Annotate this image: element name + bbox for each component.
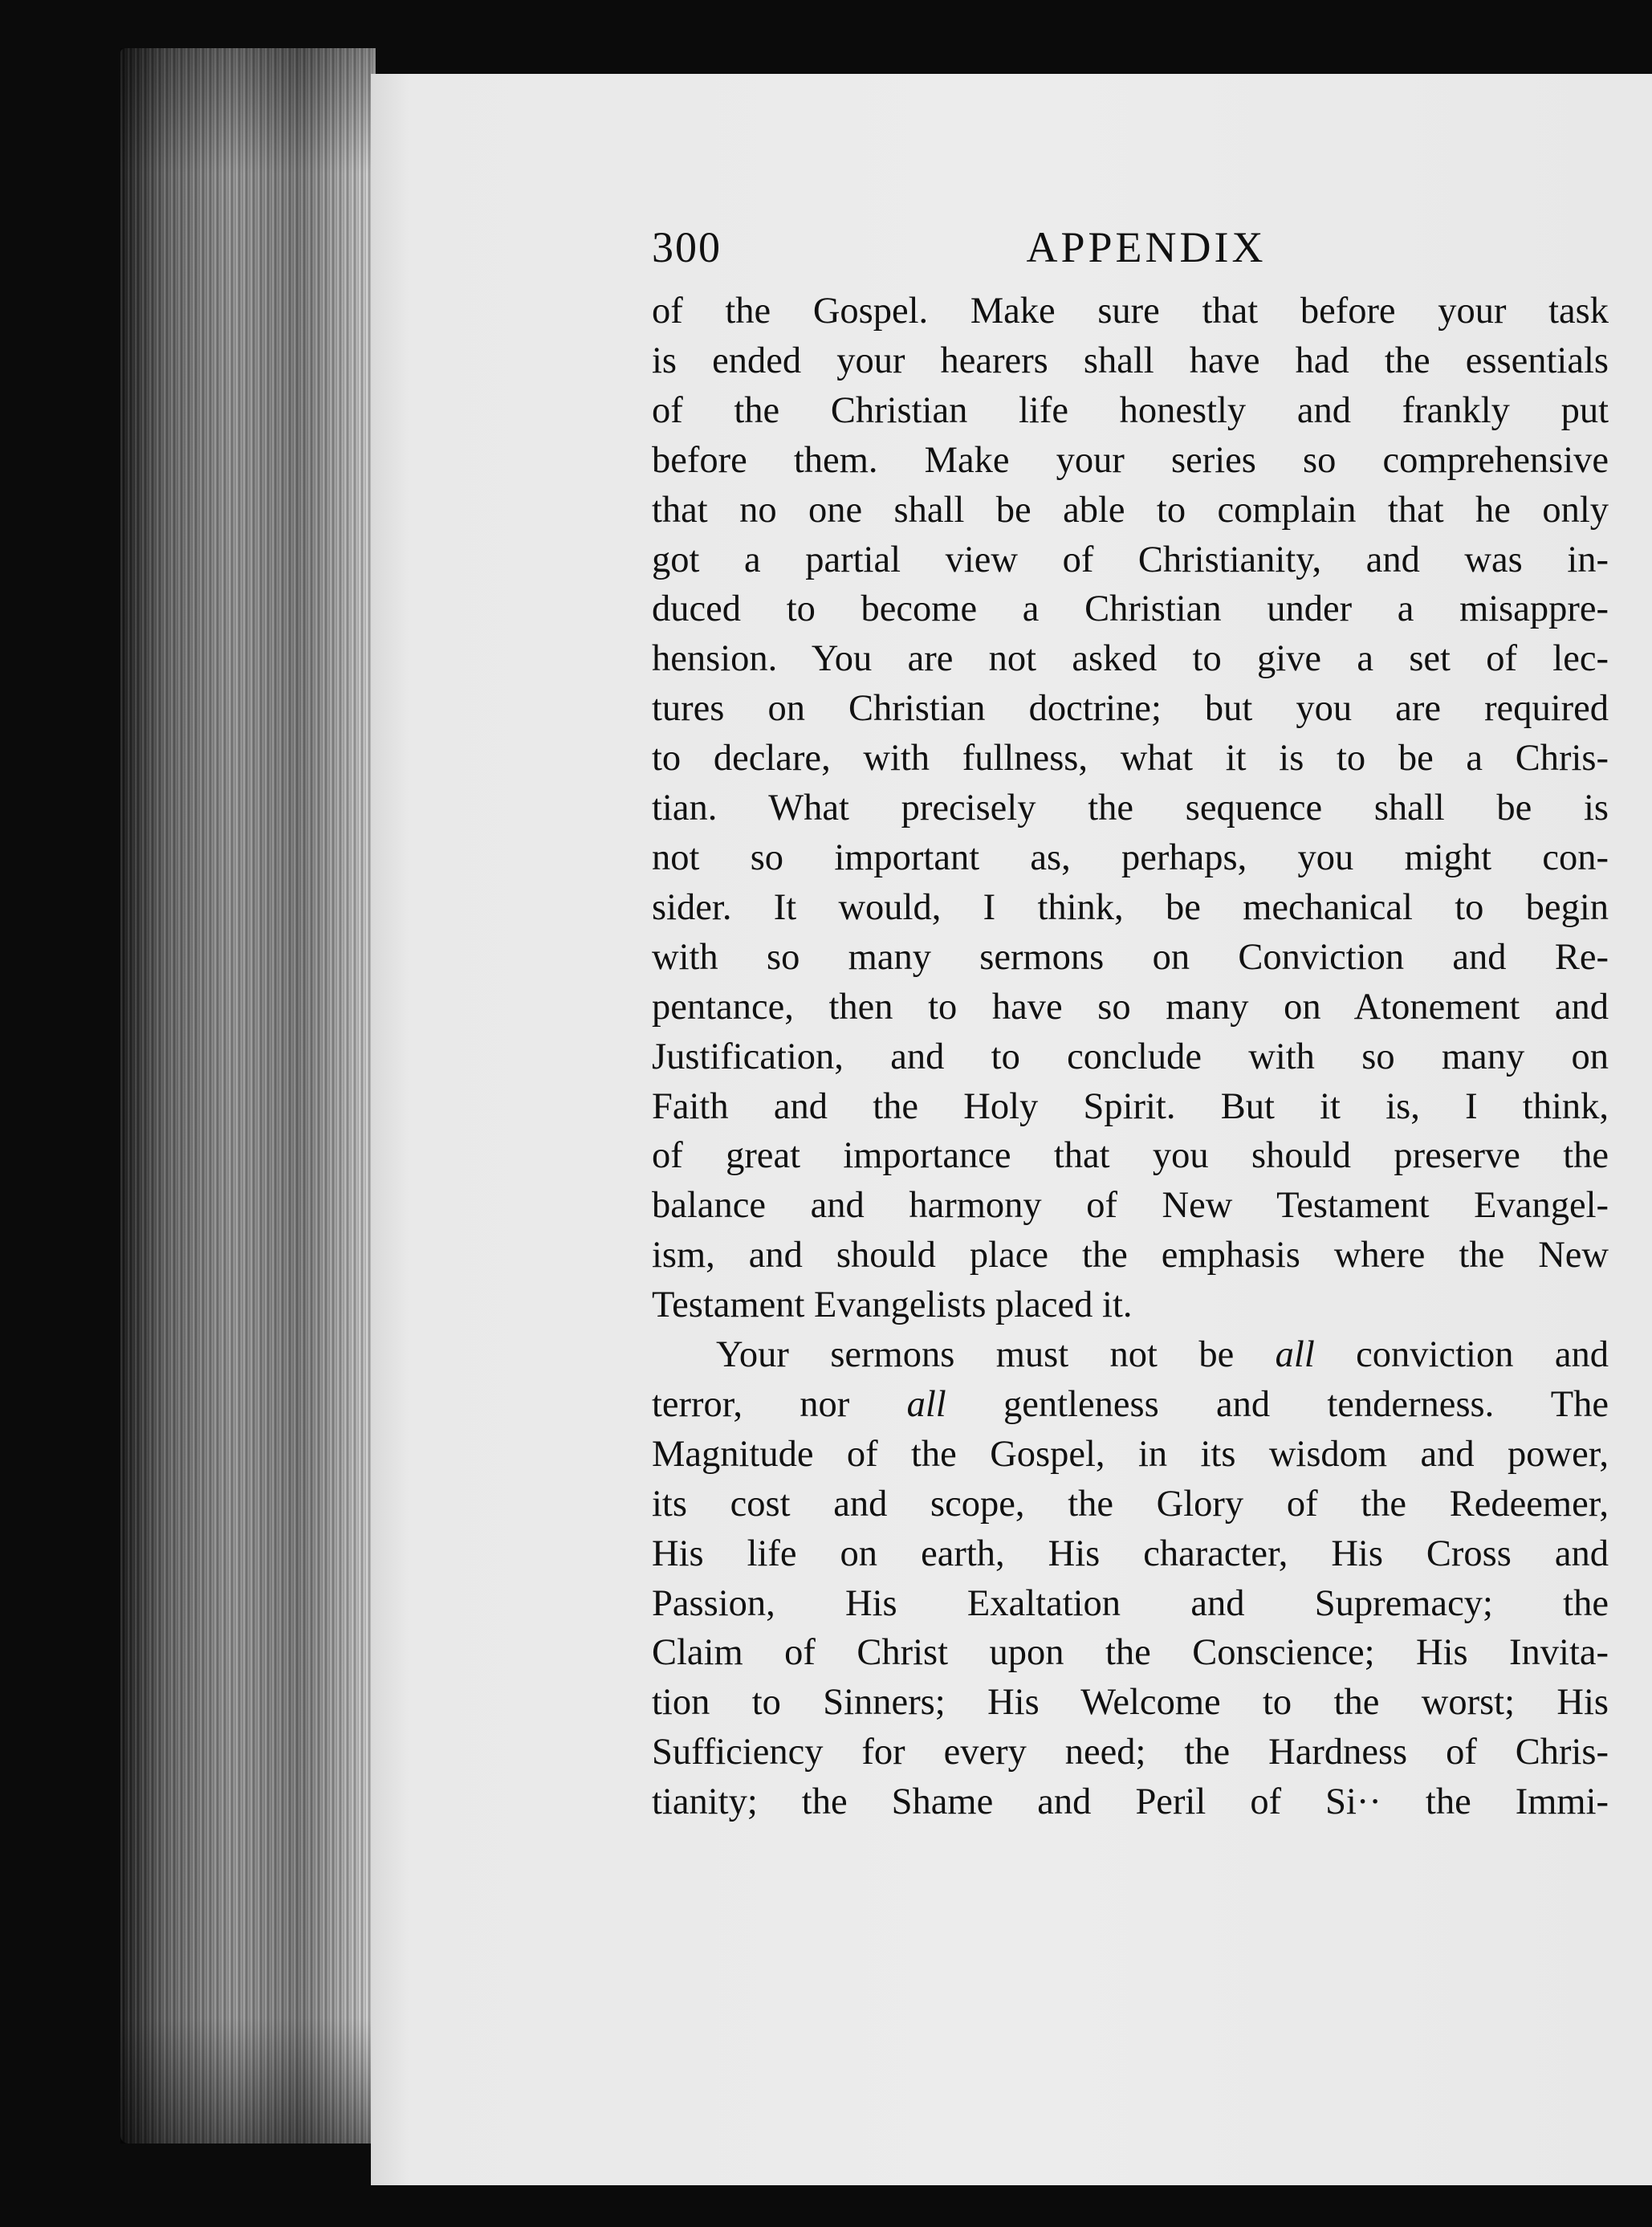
text-line: with so many sermons on Conviction and Re- [652, 936, 1609, 978]
text-line: its cost and scope, the Glory of the Redeemer, [652, 1483, 1609, 1525]
text-line: Justification, and to conclude with so many on [652, 1036, 1609, 1077]
text-line: not so important as, perhaps, you might con- [652, 837, 1609, 878]
text-line: before them. Make your series so comprehensive [652, 439, 1609, 481]
text-line: ism, and should place the emphasis where the New [652, 1235, 1609, 1276]
text-line: Passion, His Exaltation and Supremacy; the [652, 1582, 1609, 1624]
text-run: Your sermons must not be [716, 1334, 1276, 1376]
body-text [652, 287, 1609, 1827]
page-content [652, 222, 1609, 1827]
book-page [371, 74, 1652, 2185]
text-line: Magnitude of the Gospel, in its wisdom and power, [652, 1433, 1609, 1475]
paragraph-2 [652, 1330, 1609, 1827]
running-head [652, 222, 1609, 287]
text-run: terror, nor [652, 1383, 907, 1425]
text-line: pentance, then to have so many on Atonement and [652, 986, 1609, 1028]
text-line: Testament Evangelists placed it. [652, 1284, 1133, 1326]
text-line [652, 1380, 1609, 1430]
text-line: that no one shall be able to complain that he only [652, 489, 1609, 531]
text-line: sider. It would, I think, be mechanical to begin [652, 886, 1609, 928]
emphasis-text: all [1275, 1334, 1315, 1376]
text-line: His life on earth, His character, His Cross and [652, 1533, 1609, 1574]
text-line: hension. You are not asked to give a set of lec- [652, 638, 1609, 680]
text-line: to declare, with fullness, what it is to be a Chris- [652, 738, 1609, 780]
running-title: APPENDIX [1026, 223, 1267, 271]
text-line: is ended your hearers shall have had the essentials [652, 340, 1609, 381]
text-line: tion to Sinners; His Welcome to the worst; His [652, 1682, 1609, 1724]
text-line: balance and harmony of New Testament Evangel- [652, 1185, 1609, 1227]
text-line: got a partial view of Christianity, and was in- [652, 539, 1609, 580]
text-run: gentleness and tenderness. The [946, 1383, 1609, 1425]
page-number: 300 [652, 223, 722, 271]
text-run: conviction and [1314, 1334, 1609, 1376]
text-line: tianity; the Shame and Peril of Si·· the Immi- [652, 1781, 1609, 1823]
text-line: of the Gospel. Make sure that before your task [652, 291, 1609, 332]
text-line: tures on Christian doctrine; but you are required [652, 688, 1609, 730]
text-line: of the Christian life honestly and frankly put [652, 389, 1609, 431]
text-line [652, 1330, 1609, 1380]
text-line: of great importance that you should preserve the [652, 1135, 1609, 1177]
text-line: Claim of Christ upon the Conscience; His Invita- [652, 1632, 1609, 1674]
emphasis-text: all [906, 1383, 946, 1425]
book-fore-edge [120, 48, 376, 2144]
text-line: tian. What precisely the sequence shall be is [652, 788, 1609, 829]
text-line: Faith and the Holy Spirit. But it is, I think, [652, 1085, 1609, 1127]
paragraph-1 [652, 287, 1609, 1330]
text-line: duced to become a Christian under a misappre- [652, 588, 1609, 630]
text-line: Sufficiency for every need; the Hardness of Chris- [652, 1732, 1609, 1773]
